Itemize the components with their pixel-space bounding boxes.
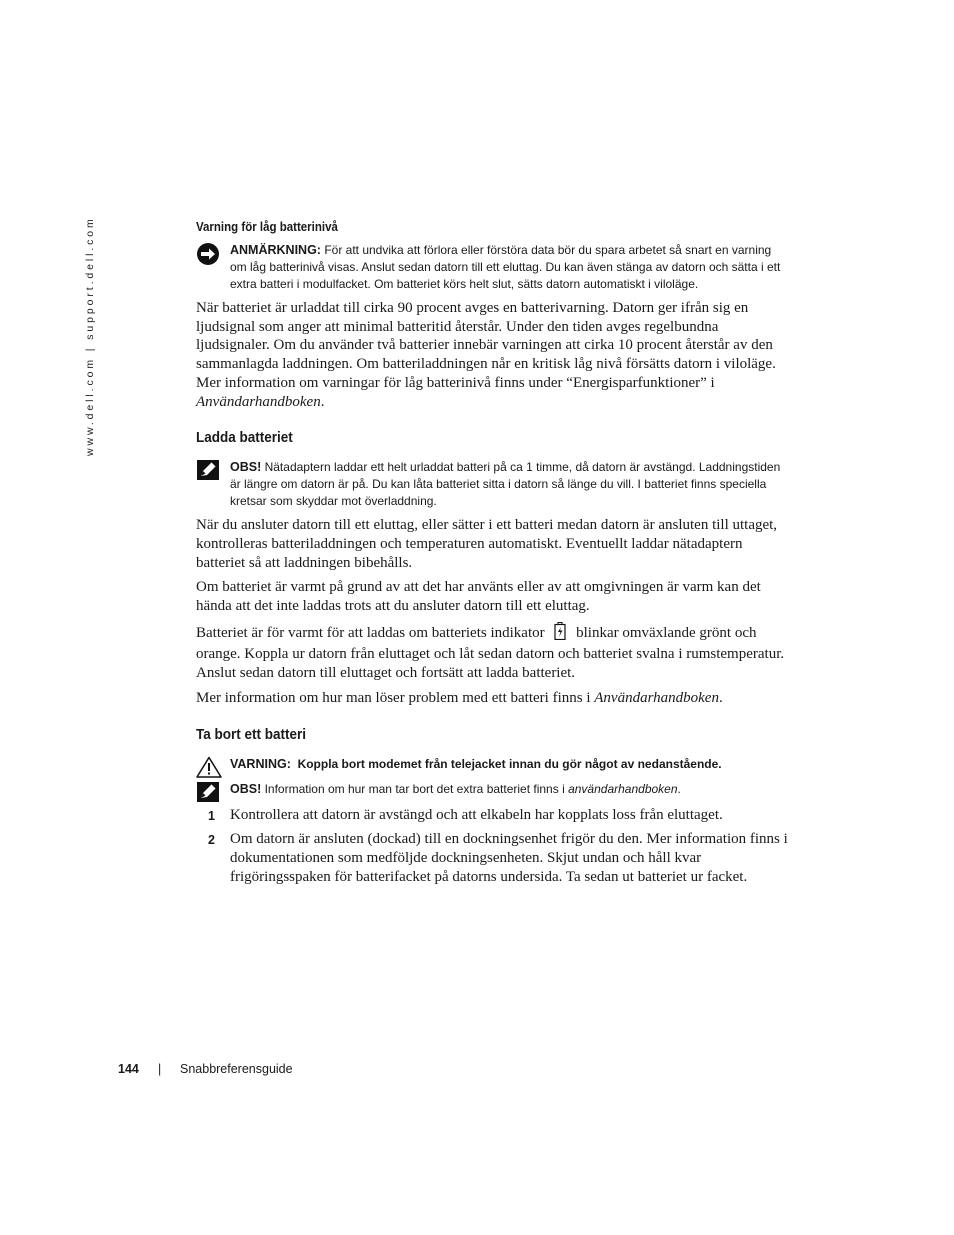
para-text: Batteriet är för varmt för att laddas om batteriets indikator <box>196 624 545 641</box>
para-line: ljudsignaler. Om du använder två batterier innebär varningen att cirka 10 procent återstår av den <box>196 337 773 354</box>
para-line: Mer information om varningar för låg batterinivå finns under “Energisparfunktioner” i <box>196 374 715 391</box>
warning-text: Koppla bort modemet från telejacket innan du gör något av nedanstående. <box>297 756 722 771</box>
footer-title: Snabbreferensguide <box>180 1062 293 1076</box>
para-line: ljudsignal som anger att minimal batteritid återstår. Under den tiden avges regelbundna <box>196 318 719 335</box>
para-line: orange. Koppla ur datorn från eluttaget och låt sedan datorn och batteriet svalna i rumstemperatur. <box>196 646 785 663</box>
para-text: blinkar omväxlande grönt och <box>576 624 757 641</box>
para-line: När batteriet är urladdat till cirka 90 procent avges en batterivarning. Datorn ger ifrån sig en <box>196 300 749 316</box>
warning-label: VARNING: <box>230 756 291 771</box>
step-number: 1 <box>208 808 215 823</box>
low-battery-subheading: Varning för låg batterinivå <box>196 220 338 234</box>
step-line: Kontrollera att datorn är avstängd och att elkabeln har kopplats loss från eluttaget. <box>230 806 723 823</box>
note-pencil-icon <box>196 459 220 486</box>
manual-title: Användarhandboken <box>594 689 719 706</box>
warm-battery-paragraph <box>196 578 816 615</box>
step-line: dokumentationen som medföljde dockningsenheten. Skjut undan och håll kvar <box>230 849 702 866</box>
list-item <box>196 830 816 886</box>
more-info-paragraph <box>196 689 816 708</box>
warning-block <box>196 756 816 773</box>
para-line: batteriet så att laddningen bibehålls. <box>196 554 413 571</box>
notice-line: extra batteri i modulfacket. Om batteriet körs helt slut, sätts datorn automatiskt i viloläge. <box>230 277 699 291</box>
note-block <box>196 459 816 510</box>
battery-indicator-icon <box>554 622 566 646</box>
remove-battery-heading: Ta bort ett batteri <box>196 725 307 743</box>
sidebar-url: www.dell.com | support.dell.com <box>84 216 96 456</box>
notice-icon <box>196 242 220 271</box>
manual-title: användarhandboken <box>568 781 678 796</box>
para-line: kontrolleras batteriladdningen och temperaturen automatiskt. Eventuellt laddar nätadaptern <box>196 535 743 552</box>
step-number: 2 <box>208 833 215 848</box>
list-item <box>196 806 816 825</box>
step-line: frigöringsspaken för batterifacket på datorns undersida. Ta sedan ut batteriet ur facket. <box>230 868 748 885</box>
para-line: Om batteriet är varmt på grund av att det har använts eller av att omgivningen är varm kan det <box>196 579 761 596</box>
note-label: OBS! <box>230 781 262 796</box>
para-line: När du ansluter datorn till ett eluttag, eller sätter i ett batteri medan datorn är ansluten till uttaget, <box>196 517 778 534</box>
notice-line: För att undvika att förlora eller förstöra data bör du spara arbetet så snart en varning <box>324 243 772 257</box>
manual-title: Användarhandboken <box>196 393 321 410</box>
warning-triangle-icon <box>196 756 222 783</box>
notice-label: ANMÄRKNING: <box>230 243 321 257</box>
para-end: . <box>320 393 325 410</box>
page-number: 144 <box>118 1062 139 1076</box>
para-end: . <box>718 689 723 706</box>
page-content <box>196 220 816 892</box>
note-line: kretsar som skyddar mot överladdning. <box>230 494 437 509</box>
notice-block <box>196 242 816 293</box>
indicator-paragraph <box>196 622 816 683</box>
low-battery-paragraph <box>196 299 816 411</box>
note-end: . <box>677 781 681 796</box>
charge-battery-heading: Ladda batteriet <box>196 429 293 447</box>
notice-line: om låg batterinivå visas. Anslut sedan datorn till ett eluttag. Du kan även stänga av datorn och sätta i ett <box>230 260 781 274</box>
note-label: OBS! <box>230 460 262 475</box>
para-line: hända att det inte laddas trots att du ansluter datorn till ett eluttag. <box>196 598 590 615</box>
note-pencil-icon <box>196 781 220 808</box>
para-line: sammanlagda laddningen. Om batteriladdningen når en kritisk låg nivå försätts datorn i viloläge. <box>196 356 776 373</box>
para-line: Anslut sedan datorn till eluttaget och fortsätt att ladda batteriet. <box>196 665 576 682</box>
note-line: är längre om datorn är på. Du kan låta batteriet sitta i datorn så länge du vill. I batteriet finns speciella <box>230 477 767 492</box>
note-block <box>196 781 816 798</box>
footer-separator: | <box>158 1062 162 1076</box>
note-text: Information om hur man tar bort det extra batteriet finns i <box>264 781 565 796</box>
step-line: Om datorn är ansluten (dockad) till en dockningsenhet frigör du den. Mer information finns i <box>230 831 788 848</box>
para-text: Mer information om hur man löser problem med ett batteri finns i <box>196 689 591 706</box>
charging-paragraph <box>196 516 816 572</box>
page-footer <box>118 1062 293 1076</box>
note-line: Nätadaptern laddar ett helt urladdat batteri på ca 1 timme, då datorn är avstängd. Laddningstiden <box>264 460 781 475</box>
